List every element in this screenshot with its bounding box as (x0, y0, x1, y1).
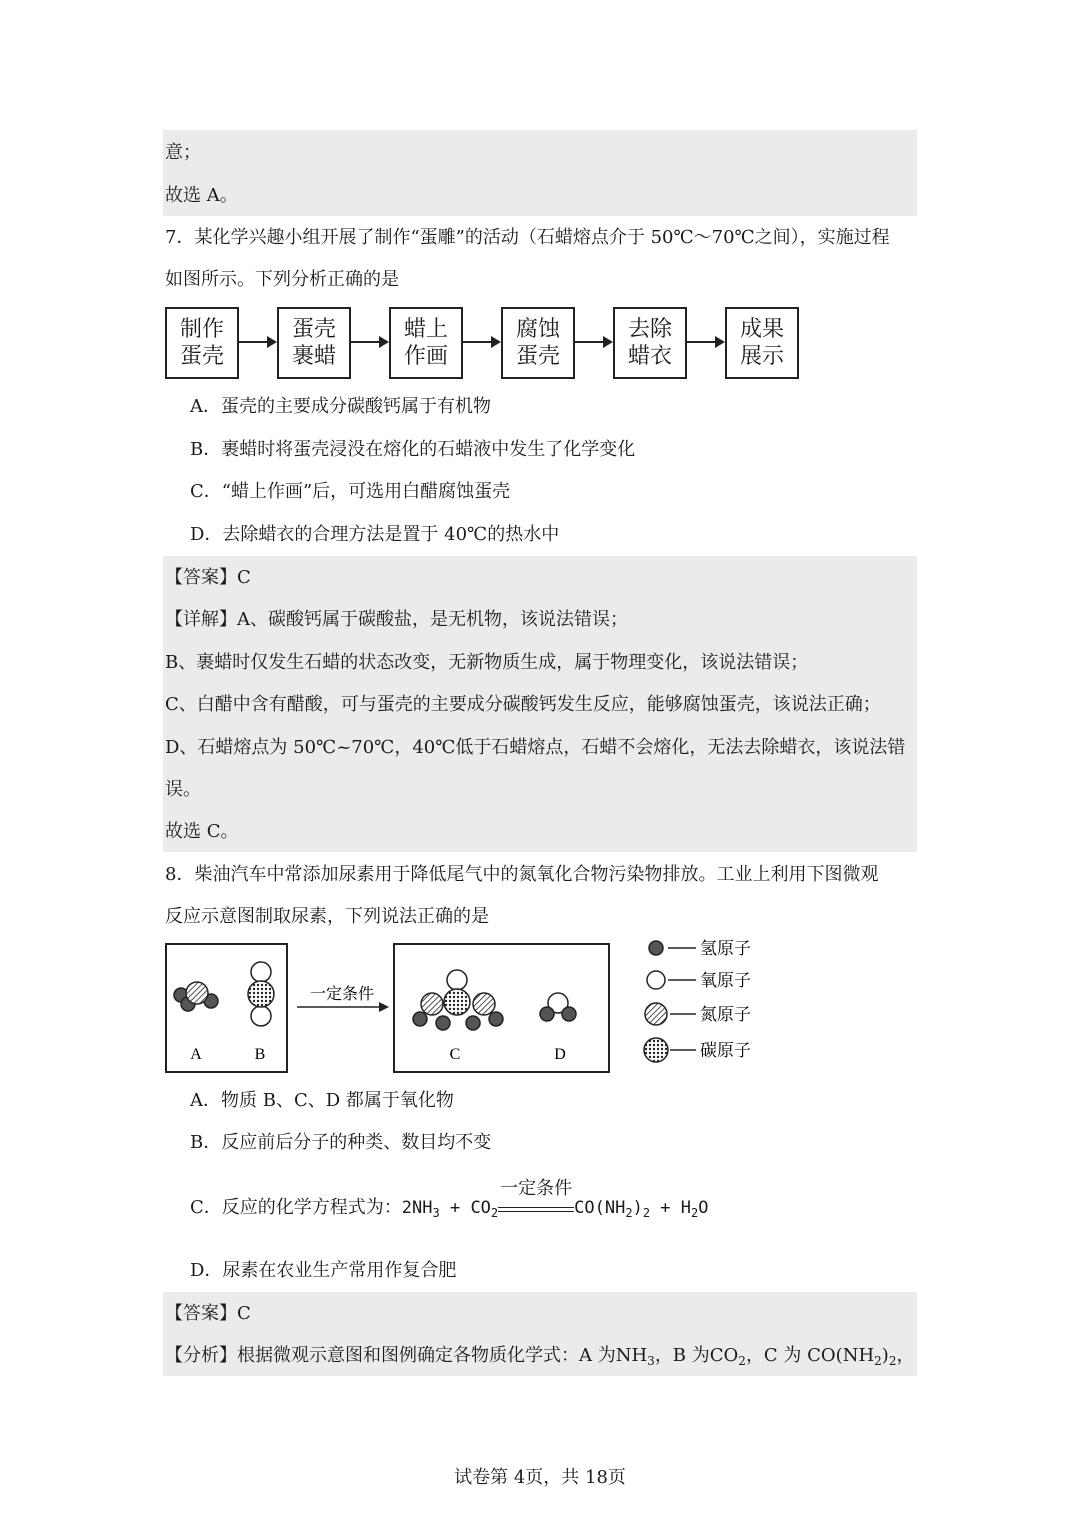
legend (644, 939, 751, 1062)
eq-condition-text: 一定条件 (500, 1177, 573, 1199)
flow-step-5 (613, 307, 687, 379)
reaction-condition: 一定条件 (309, 986, 375, 1003)
label-b: B (254, 1046, 266, 1063)
analysis-text: 【分析】根据微观示意图和图例确定各物质化学式：A 为NH (165, 1345, 648, 1366)
eq-paren: ) (632, 1198, 643, 1218)
flow-step-5-line2: 蜡衣 (627, 344, 672, 369)
flow-step-2-line2: 裹蜡 (291, 344, 336, 369)
eq-nh3: 2NH (401, 1198, 433, 1218)
equation-condition (498, 1177, 574, 1212)
analysis-text: ，C 为 CO(NH (745, 1345, 875, 1366)
label-a: A (190, 1046, 202, 1063)
equation-left (402, 1198, 498, 1218)
flow-step-4 (501, 307, 575, 379)
analysis-sub: 2 (874, 1354, 882, 1368)
q8-analysis (165, 1344, 914, 1373)
q8-micro-diagram (160, 935, 780, 1080)
flow-arrow-1 (239, 341, 275, 343)
flow-step-6-line2: 展示 (739, 344, 784, 369)
flow-arrow-3 (463, 341, 499, 343)
flow-step-3-line2: 作画 (403, 344, 448, 369)
analysis-text: ， (896, 1345, 915, 1366)
label-c: C (449, 1046, 461, 1063)
analysis-sub: 3 (647, 1354, 655, 1368)
analysis-text: ，B 为CO (654, 1345, 739, 1366)
analysis-sub: 2 (738, 1354, 746, 1368)
flow-arrow-5 (687, 341, 723, 343)
analysis-text: ) (881, 1345, 889, 1366)
prev-choice: 故选 A。 (165, 185, 238, 206)
flow-step-1-line2: 蛋壳 (179, 344, 224, 369)
legend-nitrogen: 氮原子 (700, 1005, 751, 1024)
flow-step-1 (165, 307, 239, 379)
page-footer: 试卷第 4页，共 18页 (454, 1467, 626, 1488)
q8-stem-line2: 反应示意图制取尿素，下列说法正确的是 (165, 906, 489, 927)
legend-carbon: 碳原子 (700, 1041, 751, 1060)
equation-right (574, 1198, 708, 1218)
eq-sub: 2 (490, 1206, 499, 1220)
flow-step-2-line1: 蛋壳 (291, 317, 336, 342)
flow-step-2 (277, 307, 351, 379)
legend-hydrogen: 氢原子 (700, 939, 751, 958)
q7-detail-2: B、裹蜡时仅发生石蜡的状态改变，无新物质生成，属于物理变化，该说法错误； (165, 652, 809, 673)
molecule-c-urea (413, 970, 503, 1030)
q8-option-b: B．反应前后分子的种类、数目均不变 (190, 1132, 492, 1153)
q7-option-b: B．裹蜡时将蛋壳浸没在熔化的石蜡液中发生了化学变化 (190, 439, 636, 460)
q8-option-a: A．物质 B、C、D 都属于氧化物 (190, 1090, 454, 1111)
q7-detail-1: 【详解】A、碳酸钙属于碳酸盐，是无机物，该说法错误； (165, 609, 628, 630)
eq-double-line (498, 1207, 574, 1212)
label-d: D (554, 1046, 566, 1063)
q7-detail-3: C、白醋中含有醋酸，可与蛋壳的主要成分碳酸钙发生反应，能够腐蚀蛋壳，该说法正确； (165, 694, 881, 715)
answer-shade-prev (163, 130, 917, 216)
prev-tail: 意； (165, 142, 201, 163)
flow-step-3-line1: 蜡上 (403, 317, 448, 342)
eq-o: O (698, 1198, 709, 1218)
flow-step-4-line2: 蛋壳 (515, 344, 560, 369)
flow-step-1-line1: 制作 (179, 317, 224, 342)
legend-oxygen: 氧原子 (700, 971, 751, 990)
q7-detail-4: D、石蜡熔点为 50℃~70℃，40℃低于石蜡熔点，石蜡不会熔化，无法去除蜡衣，该说法错 (165, 737, 906, 758)
eq-sub: 2 (691, 1206, 699, 1220)
molecule-d-water (540, 993, 576, 1021)
q7-detail-5: 误。 (165, 779, 201, 800)
q7-flow-diagram (165, 307, 805, 379)
molecule-a-nh3 (174, 982, 218, 1011)
eq-co2: + CO (439, 1198, 491, 1218)
q7-choice: 故选 C。 (165, 821, 239, 842)
reaction-arrow-head (379, 1002, 389, 1012)
flow-step-3 (389, 307, 463, 379)
flow-step-5-line1: 去除 (627, 317, 672, 342)
flow-step-6 (725, 307, 799, 379)
flow-step-4-line1: 腐蚀 (515, 317, 560, 342)
eq-urea: CO(NH (574, 1198, 626, 1218)
eq-sub: 2 (642, 1206, 651, 1220)
q8-option-d: D．尿素在农业生产常用作复合肥 (190, 1260, 457, 1281)
eq-sub: 2 (625, 1206, 633, 1220)
q8-stem-line1: 8．柴油汽车中常添加尿素用于降低尾气中的氮氧化合物污染物排放。工业上利用下图微观 (165, 864, 879, 885)
molecule-b-co2 (248, 962, 274, 1026)
q7-option-c: C．“蜡上作画”后，可选用白醋腐蚀蛋壳 (190, 481, 511, 502)
q8-answer: 【答案】C (165, 1303, 251, 1324)
flow-arrow-2 (351, 341, 387, 343)
q7-stem-line2: 如图所示。下列分析正确的是 (165, 269, 399, 290)
analysis-sub: 2 (888, 1354, 897, 1368)
q8-option-c (190, 1177, 709, 1225)
q8-option-c-prefix: C．反应的化学方程式为： (190, 1197, 402, 1218)
q7-option-a: A．蛋壳的主要成分碳酸钙属于有机物 (190, 396, 491, 417)
eq-water: + H (650, 1198, 692, 1218)
flow-arrow-4 (575, 341, 611, 343)
q7-stem-line1: 7．某化学兴趣小组开展了制作“蛋雕”的活动（石蜡熔点介于 50℃～70℃之间），实施过程 (165, 227, 890, 248)
q7-answer: 【答案】C (165, 567, 251, 588)
q7-option-d: D．去除蜡衣的合理方法是置于 40℃的热水中 (190, 524, 560, 545)
flow-step-6-line1: 成果 (739, 317, 784, 342)
eq-sub: 3 (432, 1206, 440, 1220)
